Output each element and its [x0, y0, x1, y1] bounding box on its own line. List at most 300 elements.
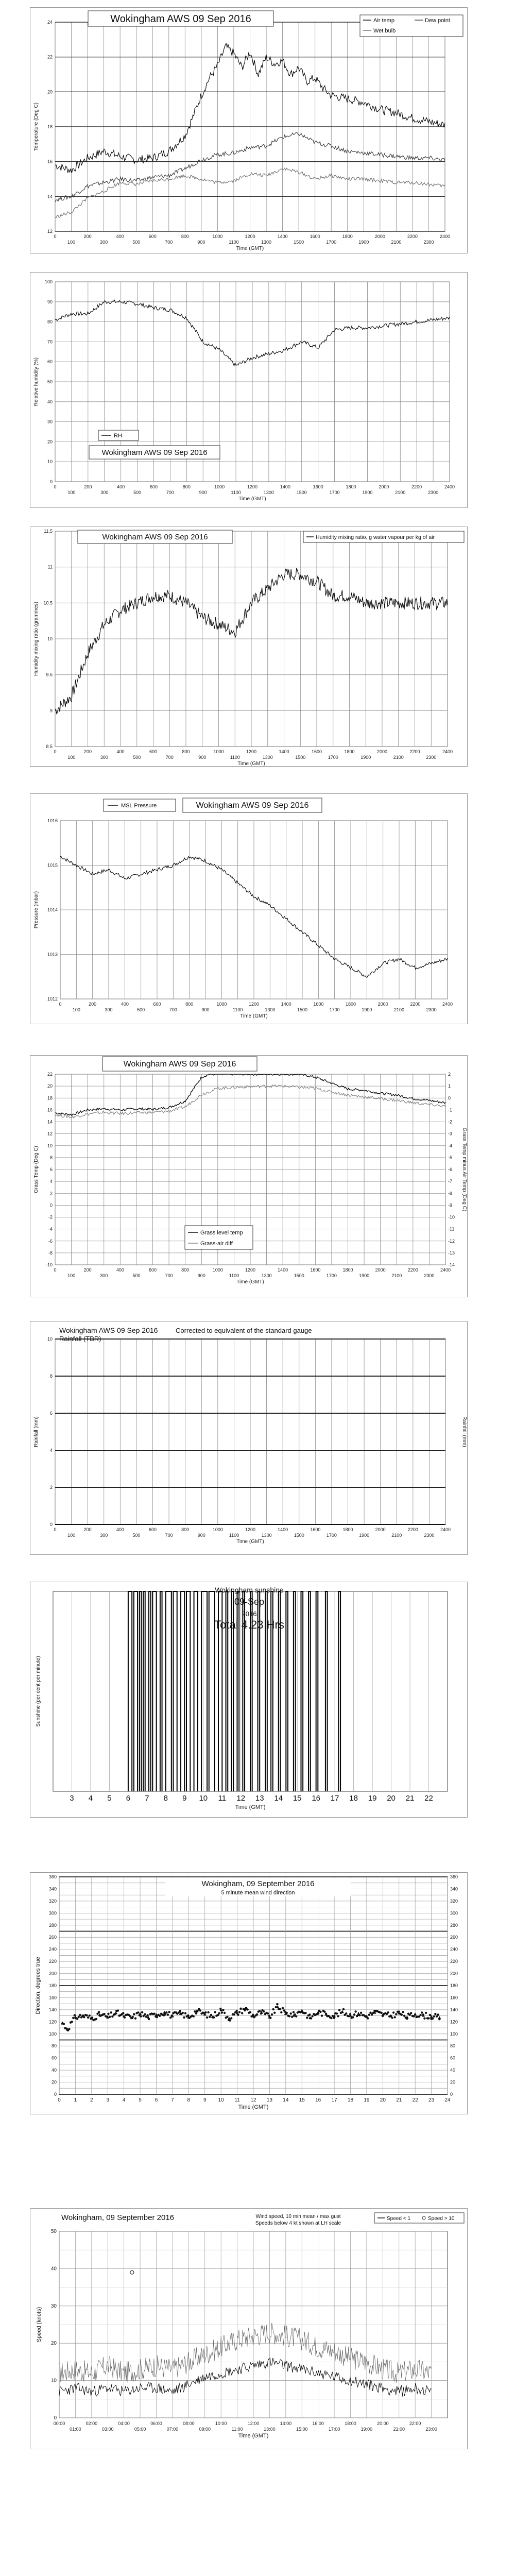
y-tick-label: 300 — [48, 1910, 57, 1916]
chart-title: Wokingham, 09 September 2016 — [201, 1879, 315, 1888]
x-tick-label: 0 — [59, 1002, 62, 1007]
y-tick-label: 240 — [48, 1946, 57, 1952]
x-tick-label: 2300 — [426, 755, 437, 760]
data-point — [421, 2011, 423, 2013]
y-tick-label: -2 — [48, 1214, 53, 1220]
x-tick-label: 1400 — [278, 1527, 288, 1532]
y2-axis-label: Grass Temp minus Air Temp (Deg C) — [461, 1127, 467, 1212]
data-point — [271, 2013, 273, 2015]
wind-speed-chart — [30, 2208, 468, 2449]
x-tick-label: 1100 — [230, 755, 240, 760]
data-point — [124, 2016, 126, 2019]
x-tick-label: 13:00 — [264, 2427, 276, 2432]
y-tick-label: 160 — [48, 1995, 57, 2001]
x-tick-label: 1100 — [229, 1533, 239, 1538]
data-point — [95, 2018, 97, 2020]
data-point — [276, 2003, 278, 2005]
x-tick-label: 1400 — [281, 1002, 291, 1007]
x-tick-label: 9 — [182, 1794, 187, 1803]
x-tick-label: 12 — [236, 1794, 246, 1803]
data-point — [117, 2009, 119, 2011]
x-tick-label: 1100 — [231, 490, 241, 495]
y2-tick-label: -3 — [448, 1131, 453, 1137]
y-axis-label: Humidity mixing ratio (grammes) — [33, 602, 39, 676]
data-point — [214, 2011, 216, 2013]
x-tick-label: 8 — [187, 2097, 191, 2103]
x-tick-label: 1800 — [346, 484, 356, 489]
x-axis-label: Time (GMT) — [236, 246, 264, 251]
chart-title: Wokingham AWS 09 Sep 2016 — [110, 13, 251, 25]
y-axis-label: Speed (knots) — [36, 2307, 42, 2343]
legend-label: Air temp — [373, 18, 394, 24]
x-tick-label: 300 — [100, 490, 109, 495]
x-tick-label: 04:00 — [118, 2421, 130, 2426]
y-tick-label: 8.5 — [46, 744, 53, 749]
data-point — [237, 2013, 239, 2015]
x-tick-label: 13 — [255, 1794, 264, 1803]
data-point — [306, 2016, 308, 2019]
x-tick-label: 1700 — [329, 490, 340, 495]
x-tick-label: 800 — [182, 749, 190, 754]
data-point — [164, 2013, 166, 2015]
data-point — [398, 2010, 400, 2012]
data-point — [423, 2018, 425, 2020]
x-tick-label: 200 — [83, 234, 92, 239]
data-point — [222, 2009, 224, 2011]
x-tick-label: 1500 — [296, 490, 307, 495]
data-point — [107, 2013, 109, 2015]
data-point — [336, 2012, 338, 2014]
y2-tick-label: -14 — [448, 1262, 455, 1267]
x-tick-label: 1000 — [214, 484, 225, 489]
y-tick-label: 10 — [47, 1143, 53, 1148]
data-point — [206, 2016, 208, 2019]
x-tick-label: 14:00 — [280, 2421, 292, 2426]
x-tick-label: 2000 — [374, 234, 385, 239]
x-tick-label: 18 — [347, 2097, 354, 2103]
x-tick-label: 400 — [116, 1267, 124, 1273]
x-tick-label: 1000 — [212, 1267, 223, 1273]
y2-tick-label: -6 — [448, 1167, 453, 1172]
data-point — [218, 2012, 220, 2014]
x-tick-label: 10 — [218, 2097, 224, 2103]
y-tick-label: 0 — [49, 1202, 53, 1208]
x-tick-label: 12:00 — [247, 2421, 260, 2426]
data-point — [403, 2015, 405, 2017]
y2-tick-label: 0 — [450, 2092, 453, 2097]
x-tick-label: 800 — [182, 484, 191, 489]
y-tick-label: 14 — [47, 1119, 53, 1125]
x-tick-label: 2200 — [410, 1002, 421, 1007]
x-tick-label: 300 — [100, 1533, 108, 1538]
data-point — [288, 2015, 290, 2017]
data-point — [352, 2016, 354, 2018]
x-tick-label: 1800 — [345, 1002, 356, 1007]
x-tick-label: 1200 — [245, 234, 255, 239]
data-point — [308, 2013, 311, 2015]
x-tick-label: 0 — [54, 1267, 57, 1273]
x-tick-label: 12 — [250, 2097, 256, 2103]
x-tick-label: 18 — [349, 1794, 358, 1803]
x-tick-label: 1600 — [311, 749, 322, 754]
legend-label: Grass-air diff — [200, 1241, 233, 1247]
data-point — [310, 2017, 312, 2019]
data-point — [368, 2013, 370, 2015]
x-tick-label: 2400 — [440, 1527, 451, 1532]
data-point — [349, 2013, 351, 2015]
x-tick-label: 1300 — [261, 1533, 272, 1538]
y-tick-label: 6 — [49, 1411, 53, 1416]
x-tick-label: 2400 — [440, 1267, 451, 1273]
y2-tick-label: 300 — [450, 1910, 458, 1916]
data-point — [156, 2016, 158, 2018]
chart-total: Total 4.23 Hrs — [214, 1618, 284, 1631]
data-point — [286, 2012, 288, 2014]
data-point — [165, 2011, 167, 2013]
y-tick-label: 100 — [48, 2031, 57, 2037]
legend-label: Humidity mixing ratio, g water vapour per kg of air — [316, 534, 435, 540]
x-tick-label: 1900 — [362, 490, 373, 495]
x-tick-label: 300 — [100, 755, 108, 760]
y2-tick-label: 240 — [450, 1946, 458, 1952]
data-point — [319, 2011, 321, 2013]
data-point — [323, 2011, 325, 2013]
data-point — [312, 2015, 314, 2017]
y-tick-label: 10 — [47, 636, 53, 641]
data-point — [103, 2013, 105, 2015]
data-point — [110, 2011, 112, 2013]
data-point — [98, 2011, 100, 2013]
chart-title: Wokingham sunshine — [215, 1586, 284, 1594]
y2-tick-label: -1 — [448, 1107, 453, 1113]
x-tick-label: 0 — [54, 1527, 57, 1532]
data-point — [148, 2018, 150, 2020]
data-point — [91, 2016, 93, 2019]
y-tick-label: 180 — [48, 1983, 57, 1988]
data-point — [244, 2009, 246, 2011]
x-tick-label: 2100 — [393, 755, 404, 760]
data-point — [432, 2018, 434, 2020]
x-tick-label: 400 — [121, 1002, 129, 1007]
x-tick-label: 1600 — [310, 234, 320, 239]
data-point — [134, 2018, 136, 2020]
y2-tick-label: 200 — [450, 1971, 458, 1976]
y2-tick-label: 180 — [450, 1983, 458, 1988]
y-tick-label: 10.5 — [43, 600, 53, 606]
y-tick-label: 220 — [48, 1959, 57, 1964]
x-tick-label: 700 — [169, 1007, 177, 1012]
x-tick-label: 2300 — [424, 1533, 435, 1538]
x-tick-label: 17:00 — [328, 2427, 340, 2432]
data-point — [106, 2015, 108, 2018]
y-tick-label: 1016 — [47, 818, 58, 823]
x-axis-label: Time (GMT) — [238, 2433, 269, 2439]
y-tick-label: 40 — [50, 2266, 57, 2272]
data-point — [263, 2010, 265, 2012]
data-point — [260, 2012, 262, 2014]
data-point — [321, 2014, 323, 2016]
x-tick-label: 2100 — [391, 240, 402, 245]
x-tick-label: 14 — [283, 2097, 289, 2103]
data-point — [78, 2016, 80, 2018]
x-tick-label: 5 — [139, 2097, 142, 2103]
data-point — [89, 2014, 91, 2016]
chart-subtitle: 5 minute mean wind direction — [221, 1890, 295, 1896]
y-tick-label: 24 — [47, 20, 53, 25]
data-point — [194, 2010, 196, 2012]
x-tick-label: 1700 — [326, 240, 337, 245]
rainfall-chart — [30, 1321, 468, 1555]
x-tick-label: 20 — [380, 2097, 386, 2103]
x-tick-label: 1800 — [344, 749, 355, 754]
data-point — [207, 2011, 209, 2013]
data-point — [133, 2013, 135, 2015]
data-point — [209, 2016, 211, 2018]
chart-title: Wokingham AWS 09 Sep 2016 — [123, 1060, 236, 1069]
x-tick-label: 19 — [368, 1794, 377, 1803]
x-tick-label: 24 — [444, 2097, 451, 2103]
x-tick-label: 0 — [54, 749, 57, 754]
x-tick-label: 600 — [153, 1002, 161, 1007]
pressure-chart — [30, 793, 468, 1024]
data-point — [122, 2012, 124, 2014]
data-point — [325, 2013, 327, 2015]
data-point — [333, 2017, 335, 2019]
x-tick-label: 1400 — [278, 1267, 288, 1273]
y2-tick-label: -5 — [448, 1155, 453, 1160]
x-tick-label: 200 — [89, 1002, 97, 1007]
x-tick-label: 2300 — [424, 1273, 435, 1278]
x-tick-label: 9 — [203, 2097, 207, 2103]
data-point — [87, 2016, 89, 2019]
data-point — [79, 2014, 81, 2016]
x-tick-label: 6 — [154, 2097, 158, 2103]
x-tick-label: 2400 — [442, 1002, 453, 1007]
data-point — [129, 2015, 131, 2017]
x-tick-label: 2400 — [439, 234, 451, 239]
y2-tick-label: 60 — [450, 2055, 456, 2061]
data-point — [429, 2014, 431, 2016]
x-tick-label: 16 — [312, 1794, 321, 1803]
x-tick-label: 700 — [165, 755, 174, 760]
y2-tick-label: -11 — [448, 1226, 455, 1232]
y-tick-label: 0 — [54, 2092, 57, 2097]
data-point — [183, 2016, 185, 2019]
x-tick-label: 2000 — [376, 749, 388, 754]
y-axis-label: Rainfall (mm) — [33, 1416, 39, 1447]
x-tick-label: 200 — [83, 749, 92, 754]
data-point — [204, 2011, 207, 2013]
data-point — [358, 2014, 360, 2016]
x-tick-label: 1200 — [245, 1527, 256, 1532]
y2-tick-label: 140 — [450, 2007, 458, 2012]
x-tick-label: 11:00 — [231, 2427, 243, 2432]
y-axis-label: Grass Temp (Deg C) — [33, 1146, 39, 1193]
y-tick-label: 320 — [48, 1898, 57, 1904]
y-tick-label: 12 — [47, 1131, 53, 1137]
chart-title: Wokingham AWS 09 Sep 2016 — [196, 801, 309, 810]
x-tick-label: 19 — [364, 2097, 370, 2103]
chart-title: Wokingham, 09 September 2016 — [61, 2213, 175, 2222]
data-point — [341, 2011, 343, 2013]
x-tick-label: 1600 — [313, 484, 323, 489]
data-point — [272, 2008, 274, 2010]
data-point — [279, 2008, 281, 2010]
y2-tick-label: -10 — [448, 1214, 455, 1220]
data-point — [354, 2010, 356, 2012]
data-point — [187, 2014, 189, 2016]
data-point — [365, 2015, 367, 2018]
x-tick-label: 1900 — [359, 1273, 370, 1278]
data-point — [267, 2012, 269, 2014]
y2-tick-label: 320 — [450, 1898, 458, 1904]
y-tick-label: 4 — [49, 1448, 53, 1453]
x-tick-label: 2200 — [409, 749, 420, 754]
y-axis-label: Sunshine (per cent per minute) — [36, 1656, 41, 1727]
y-tick-label: 0 — [49, 1522, 53, 1527]
x-tick-label: 2100 — [391, 1533, 402, 1538]
x-tick-label: 1300 — [261, 240, 272, 245]
x-tick-label: 00:00 — [53, 2421, 65, 2426]
data-point — [342, 2008, 345, 2010]
y-tick-label: 8 — [49, 1155, 53, 1160]
x-tick-label: 06:00 — [150, 2421, 162, 2426]
y2-tick-label: 2 — [448, 1072, 451, 1077]
y-tick-label: -6 — [48, 1238, 53, 1244]
y-tick-label: 340 — [48, 1886, 57, 1892]
data-point — [167, 2013, 169, 2015]
x-tick-label: 16 — [315, 2097, 321, 2103]
data-point — [178, 2011, 180, 2013]
data-point — [83, 2016, 85, 2018]
x-axis-label: Time (GMT) — [238, 496, 266, 502]
y2-tick-label: 0 — [448, 1095, 451, 1101]
y-tick-label: 360 — [48, 1874, 57, 1879]
x-tick-label: 500 — [137, 1007, 145, 1012]
y-tick-label: 120 — [48, 2019, 57, 2025]
data-point — [414, 2013, 416, 2015]
x-tick-label: 08:00 — [183, 2421, 195, 2426]
x-tick-label: 500 — [132, 1273, 141, 1278]
y2-tick-label: -13 — [448, 1250, 455, 1256]
x-tick-label: 10:00 — [215, 2421, 227, 2426]
data-point — [410, 2012, 412, 2014]
x-tick-label: 300 — [100, 1273, 108, 1278]
x-tick-label: 13 — [266, 2097, 272, 2103]
x-axis-label: Time (GMT) — [238, 2104, 269, 2110]
data-point — [338, 2009, 340, 2011]
x-tick-label: 1900 — [362, 1007, 372, 1012]
y-tick-label: 60 — [51, 2055, 57, 2061]
y-tick-label: 1014 — [47, 907, 58, 912]
y-tick-label: 0 — [54, 2415, 57, 2421]
x-tick-label: 1100 — [229, 240, 239, 245]
y-tick-label: 100 — [44, 279, 53, 284]
data-point — [141, 2011, 143, 2013]
y-tick-label: 0 — [49, 479, 53, 484]
x-tick-label: 11 — [218, 1794, 227, 1803]
x-tick-label: 600 — [149, 749, 158, 754]
x-tick-label: 200 — [84, 484, 92, 489]
legend-label: RH — [114, 433, 122, 439]
data-point — [114, 2013, 116, 2015]
data-point — [268, 2015, 270, 2017]
x-tick-label: 800 — [185, 1002, 194, 1007]
x-tick-label: 500 — [133, 490, 142, 495]
wind-direction-chart — [30, 1872, 468, 2114]
y2-tick-label: 340 — [450, 1886, 458, 1892]
chart-title: Wokingham AWS 09 Sep 2016 — [102, 533, 208, 541]
chart-subtitle: Wind speed, 10 min mean / max gust — [255, 2214, 341, 2219]
y2-axis-label: Rainfall (mm) — [461, 1416, 467, 1447]
x-axis-label: Time (GMT) — [237, 761, 265, 767]
x-tick-label: 1 — [74, 2097, 77, 2103]
x-tick-label: 0 — [54, 484, 57, 489]
x-tick-label: 600 — [148, 1527, 157, 1532]
legend-label: Speed > 10 — [428, 2216, 455, 2222]
data-point — [68, 2028, 70, 2030]
x-tick-label: 1500 — [294, 240, 304, 245]
data-point — [291, 2016, 293, 2018]
x-tick-label: 1000 — [216, 1002, 227, 1007]
y-tick-label: 10 — [50, 2378, 57, 2384]
data-point — [230, 2017, 232, 2019]
data-point — [369, 2012, 371, 2014]
y2-tick-label: -8 — [448, 1191, 453, 1196]
x-tick-label: 2 — [90, 2097, 93, 2103]
x-tick-label: 09:00 — [199, 2427, 211, 2432]
x-tick-label: 15 — [299, 2097, 305, 2103]
x-tick-label: 23 — [428, 2097, 435, 2103]
data-point — [199, 2009, 201, 2011]
x-tick-label: 100 — [67, 240, 76, 245]
x-tick-label: 2200 — [411, 484, 422, 489]
y-tick-label: 4 — [49, 1179, 53, 1184]
x-tick-label: 1000 — [212, 1527, 223, 1532]
x-tick-label: 200 — [83, 1267, 92, 1273]
data-point — [280, 2011, 282, 2013]
data-point — [317, 2013, 319, 2015]
x-tick-label: 1500 — [294, 1273, 304, 1278]
data-point — [153, 2013, 156, 2015]
y-tick-label: 11 — [47, 564, 53, 570]
x-tick-label: 1800 — [342, 1267, 353, 1273]
data-point — [241, 2012, 243, 2014]
x-tick-label: 02:00 — [85, 2421, 98, 2426]
data-point — [179, 2010, 181, 2012]
x-tick-label: 6 — [126, 1794, 131, 1803]
x-tick-label: 300 — [105, 1007, 113, 1012]
y2-tick-label: 160 — [450, 1995, 458, 2001]
x-tick-label: 20:00 — [377, 2421, 389, 2426]
data-point — [345, 2012, 347, 2014]
data-point — [159, 2015, 161, 2017]
data-point — [76, 2018, 78, 2020]
y-tick-label: 20 — [51, 2079, 57, 2085]
x-tick-label: 1000 — [212, 234, 223, 239]
legend-label: Dew point — [425, 18, 450, 24]
data-point — [406, 2018, 408, 2020]
y-tick-label: 200 — [48, 1971, 57, 1976]
y-tick-label: 20 — [50, 2341, 57, 2347]
x-tick-label: 07:00 — [166, 2427, 179, 2432]
x-tick-label: 900 — [197, 1273, 205, 1278]
x-tick-label: 22 — [424, 1794, 433, 1803]
x-tick-label: 11 — [234, 2097, 240, 2103]
x-tick-label: 3 — [106, 2097, 110, 2103]
chart-subtitle: 09-Sep — [234, 1597, 265, 1607]
x-tick-label: 400 — [117, 484, 125, 489]
